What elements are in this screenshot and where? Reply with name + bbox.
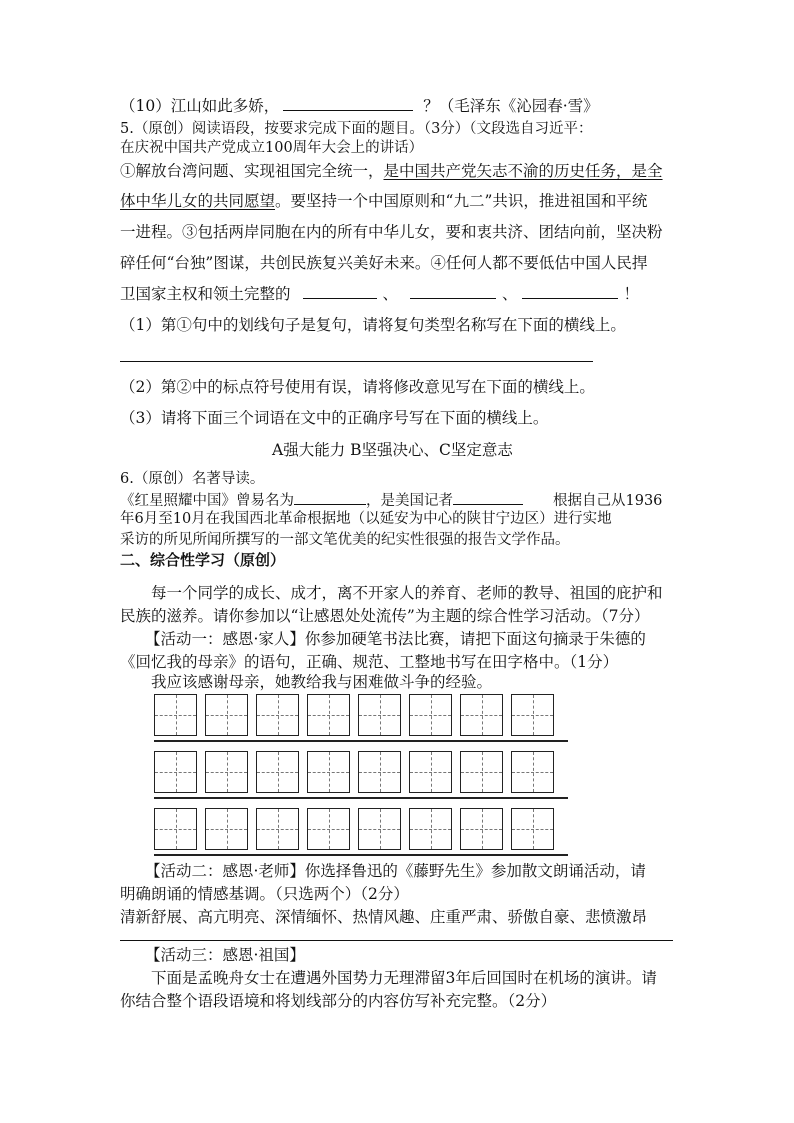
q6-blank-1[interactable]: [294, 490, 366, 505]
q5-word-options: A强大能力 B坚强决心、C坚定意志: [272, 441, 513, 459]
grid-base-line: [154, 854, 568, 856]
q5-intro-line1: 5.（原创）阅读语段，按要求完成下面的题目。（3分）（文段选自习近平：: [120, 121, 593, 137]
activity3-line2: 你结合整个语段语境和将划线部分的内容仿写补充完整。（2分）: [120, 992, 557, 1010]
grid-cell[interactable]: [307, 694, 350, 736]
q5-sep: 、: [382, 285, 399, 303]
grid-cell[interactable]: [256, 751, 299, 793]
section2-heading: 二、综合性学习（原创）: [120, 551, 286, 569]
grid-cell[interactable]: [205, 694, 248, 736]
section2-intro-line2: 民族的滋养。请你参加以“让感恩处处流传”为主题的综合性学习活动。（7分）: [120, 607, 650, 625]
activity1-sentence: 我应该感谢母亲，她教给我与困难做斗争的经验。: [151, 673, 493, 691]
q5-para-text: ①解放台湾问题、实现祖国完全统一，: [120, 162, 384, 180]
grid-cell[interactable]: [205, 808, 248, 850]
grid-cell[interactable]: [154, 694, 197, 736]
q5-underlined-sentence-end: 体中华儿女的共同愿望: [120, 192, 276, 210]
grid-cell[interactable]: [511, 694, 554, 736]
q6-blank-2[interactable]: [453, 490, 523, 505]
q6-line2: 年6月至10月在我国西北革命根据地（以延安为中心的陕甘宁边区）进行实地: [120, 511, 612, 527]
q5-sep: 、: [502, 285, 518, 303]
q10-prefix: （10）江山如此多娇，: [120, 97, 280, 115]
q5-para-line5: [120, 283, 639, 305]
q5-end: ！: [623, 285, 640, 303]
grid-cell[interactable]: [409, 808, 452, 850]
activity2-line2: 明确朗诵的情感基调。（只选两个）（2分）: [120, 885, 409, 903]
tianzige-row-2[interactable]: [154, 751, 562, 797]
q5-para-text: 卫国家主权和领土完整的: [120, 285, 291, 303]
q6-line1: [120, 490, 662, 510]
grid-cell[interactable]: [511, 751, 554, 793]
grid-cell[interactable]: [460, 808, 503, 850]
grid-cell[interactable]: [358, 694, 401, 736]
q6-text: ，是美国记者: [366, 493, 453, 509]
activity2-options: 清新舒展、高亢明亮、深情缅怀、热情风趣、庄重严肃、骄傲自豪、悲愤激昂: [120, 908, 648, 926]
q10-suffix: ？（毛泽东《沁园春·雪》: [423, 97, 599, 115]
q6-title: 6.（原创）名著导读。: [120, 471, 265, 487]
q10-blank[interactable]: [283, 96, 413, 111]
q5-intro-line2: 在庆祝中国共产党成立100周年大会上的讲话）: [120, 140, 424, 156]
q5-para-line2: [120, 190, 647, 212]
q6-text: 根据自己从1936: [553, 493, 663, 509]
grid-cell[interactable]: [460, 694, 503, 736]
activity2-line1: 【活动二：感恩·老师】你选择鲁迅的《藤野先生》参加散文朗诵活动，请: [145, 862, 646, 880]
grid-cell[interactable]: [409, 751, 452, 793]
grid-cell[interactable]: [256, 694, 299, 736]
grid-cell[interactable]: [460, 751, 503, 793]
q10-line: [120, 95, 599, 117]
activity1-line1: 【活动一：感恩·家人】你参加硬笔书法比赛，请把下面这句摘录于朱德的: [145, 630, 646, 648]
grid-cell[interactable]: [307, 808, 350, 850]
q5-sub3: （3）请将下面三个词语在文中的正确序号写在下面的横线上。: [120, 409, 549, 427]
grid-cell[interactable]: [358, 808, 401, 850]
grid-cell[interactable]: [409, 694, 452, 736]
grid-cell[interactable]: [511, 808, 554, 850]
q5-para-text: 。要坚持一个中国原则和“九二”共识，推进祖国和平统: [275, 192, 648, 210]
grid-cell[interactable]: [154, 808, 197, 850]
q5-blank-2[interactable]: [410, 284, 496, 299]
q5-blank-3[interactable]: [522, 284, 618, 299]
activity2-answer-line[interactable]: [120, 940, 673, 941]
tianzige-row-3[interactable]: [154, 808, 562, 854]
tianzige-row-1[interactable]: [154, 694, 562, 740]
activity3-title: 【活动三：感恩·祖国】: [145, 946, 305, 964]
grid-cell[interactable]: [205, 751, 248, 793]
q5-para-line1: [120, 160, 663, 182]
q5-underlined-sentence: 是中国共产党矢志不渝的历史任务，是全: [383, 162, 663, 180]
q5-sub2: （2）第②中的标点符号使用有误，请将修改意见写在下面的横线上。: [120, 378, 595, 396]
activity3-line1: 下面是孟晚舟女士在遭遇外国势力无理滞留3年后回国时在机场的演讲。请: [151, 969, 657, 987]
q6-line3: 采访的所见所闻所撰写的一部文笔优美的纪实性很强的报告文学作品。: [120, 532, 570, 548]
grid-base-line: [154, 740, 568, 742]
grid-cell[interactable]: [256, 808, 299, 850]
q5-sub1-answer-line[interactable]: [120, 361, 593, 362]
q5-blank-1[interactable]: [303, 284, 377, 299]
q5-para-line3: 一进程。③包括两岸同胞在内的所有中华儿女，要和衷共济、团结向前，坚决粉: [120, 223, 663, 241]
grid-cell[interactable]: [154, 751, 197, 793]
q6-text: 《红星照耀中国》曾易名为: [120, 493, 294, 509]
section2-intro-line1: 每一个同学的成长、成才，离不开家人的养育、老师的教导、祖国的庇护和: [151, 584, 663, 602]
grid-base-line: [154, 797, 568, 799]
grid-cell[interactable]: [358, 751, 401, 793]
q5-para-line4: 碎任何“台独”图谋，共创民族复兴美好未来。④任何人都不要低估中国人民捍: [120, 254, 648, 272]
q5-sub1: （1）第①句中的划线句子是复句，请将复句类型名称写在下面的横线上。: [120, 316, 626, 334]
activity1-line2: 《回忆我的母亲》的语句，正确、规范、工整地书写在田字格中。（1分）: [120, 653, 619, 671]
grid-cell[interactable]: [307, 751, 350, 793]
